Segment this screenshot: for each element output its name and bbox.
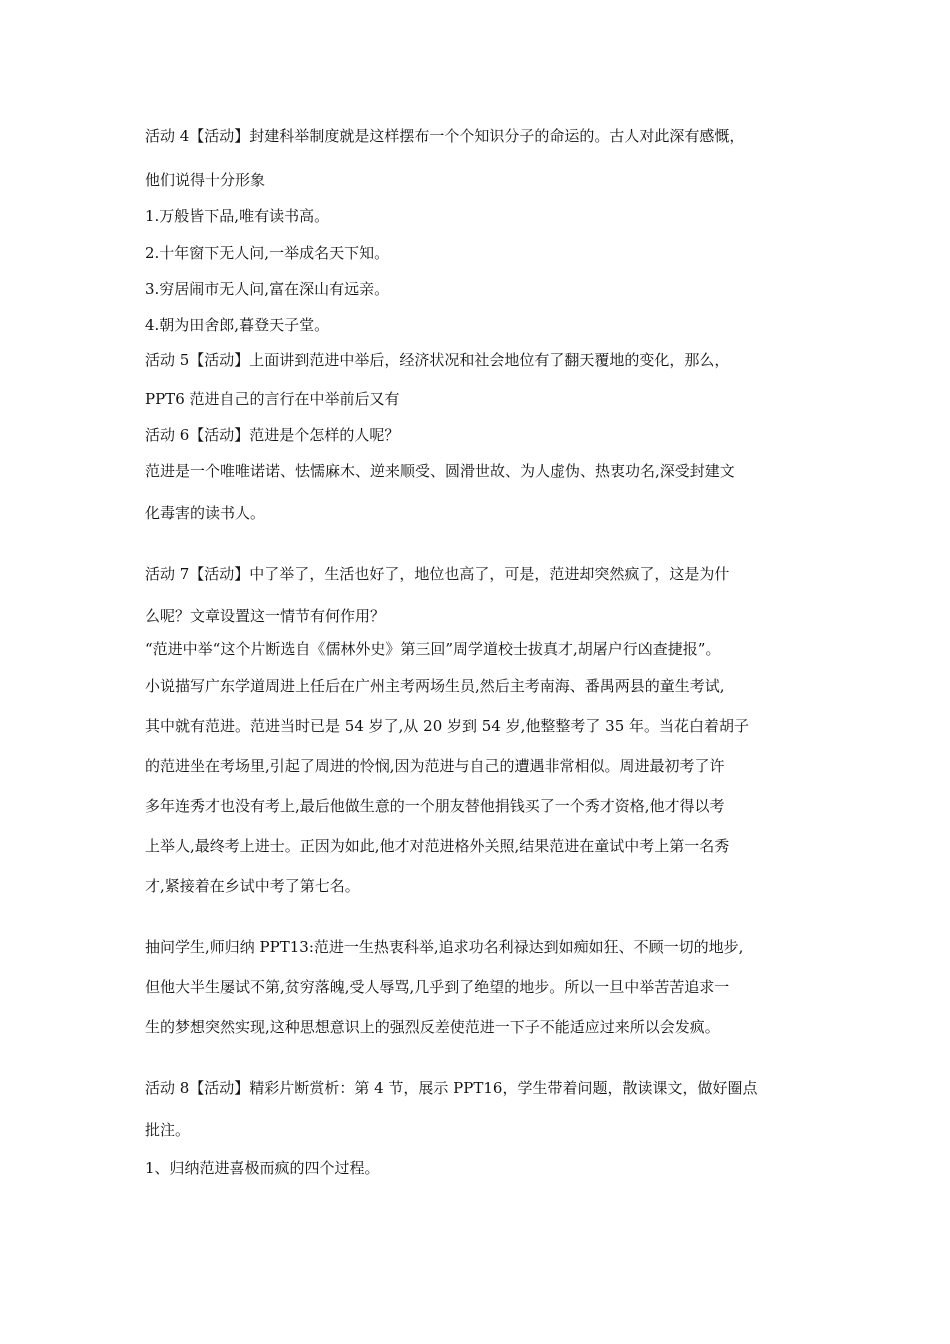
activity-7-line-2: 么呢？文章设置这一情节有何作用？ xyxy=(145,607,386,625)
summary-paragraph-line-3: 生的梦想突然实现,这种思想意识上的强烈反差使范进一下子不能适应过来所以会发疯。 xyxy=(145,1018,720,1036)
background-paragraph-line-5: 多年连秀才也没有考上,最后他做生意的一个朋友替他捐钱买了一个秀才资格,他才得以考 xyxy=(145,797,725,815)
activity-4-line-1: 活动 4【活动】封建科举制度就是这样摆布一个个知识分子的命运的。古人对此深有感慨， xyxy=(145,127,745,145)
activity-7-line-1: 活动 7【活动】中了举了，生活也好了，地位也高了，可是，范进却突然疯了，这是为什 xyxy=(145,565,730,583)
quote-2: 2.十年窗下无人问,一举成名天下知。 xyxy=(145,244,390,262)
fanjin-description-line-1: 范进是一个唯唯诺诺、怯懦麻木、逆来顺受、圆滑世故、为人虚伪、热衷功名,深受封建文 xyxy=(145,462,735,480)
activity-8-line-2: 批注。 xyxy=(145,1121,191,1139)
summary-paragraph-line-2: 但他大半生屡试不第,贫穷落魄,受人辱骂,几乎到了绝望的地步。所以一旦中举苦苦追求一 xyxy=(145,978,730,996)
background-paragraph-line-1: “范进中举“这个片断选自《儒林外史》第三回”周学道校士拔真才,胡屠户行凶查捷报”。 xyxy=(145,640,721,658)
background-paragraph-line-7: 才,紧接着在乡试中考了第七名。 xyxy=(145,877,360,895)
background-paragraph-line-2: 小说描写广东学道周进上任后在广州主考两场生员,然后主考南海、番禺两县的童生考试, xyxy=(145,677,725,695)
background-paragraph-line-3: 其中就有范进。范进当时已是 54 岁了,从 20 岁到 54 岁,他整整考了 35 年。当花白着胡子 xyxy=(145,717,750,735)
activity-6-line: 活动 6【活动】范进是个怎样的人呢？ xyxy=(145,426,400,444)
activity-8-line-1: 活动 8【活动】精彩片断赏析：第 4 节，展示 PPT16，学生带着问题，散读课文，做好圈点 xyxy=(145,1079,758,1097)
background-paragraph-line-6: 上举人,最终考上进士。正因为如此,他才对范进格外关照,结果范进在童试中考上第一名秀 xyxy=(145,837,730,855)
quote-4: 4.朝为田舍郎,暮登天子堂。 xyxy=(145,316,330,334)
background-paragraph-line-4: 的范进坐在考场里,引起了周进的怜悯,因为范进与自己的遭遇非常相似。周进最初考了许 xyxy=(145,757,725,775)
quote-1: 1.万般皆下品,唯有读书高。 xyxy=(145,207,330,225)
summary-paragraph-line-1: 抽问学生,师归纳 PPT13:范进一生热衷科举,追求功名利禄达到如痴如狂、不顾一切的地步, xyxy=(145,938,744,956)
fanjin-description-line-2: 化毒害的读书人。 xyxy=(145,504,266,522)
activity-5-line-2: PPT6 范进自己的言行在中举前后又有 xyxy=(145,390,400,408)
activity-4-line-2: 他们说得十分形象 xyxy=(145,171,266,189)
task-1-line: 1、归纳范进喜极而疯的四个过程。 xyxy=(145,1159,380,1177)
quote-3: 3.穷居闹市无人问,富在深山有远亲。 xyxy=(145,280,390,298)
activity-5-line-1: 活动 5【活动】上面讲到范进中举后，经济状况和社会地位有了翻天覆地的变化，那么， xyxy=(145,351,730,369)
